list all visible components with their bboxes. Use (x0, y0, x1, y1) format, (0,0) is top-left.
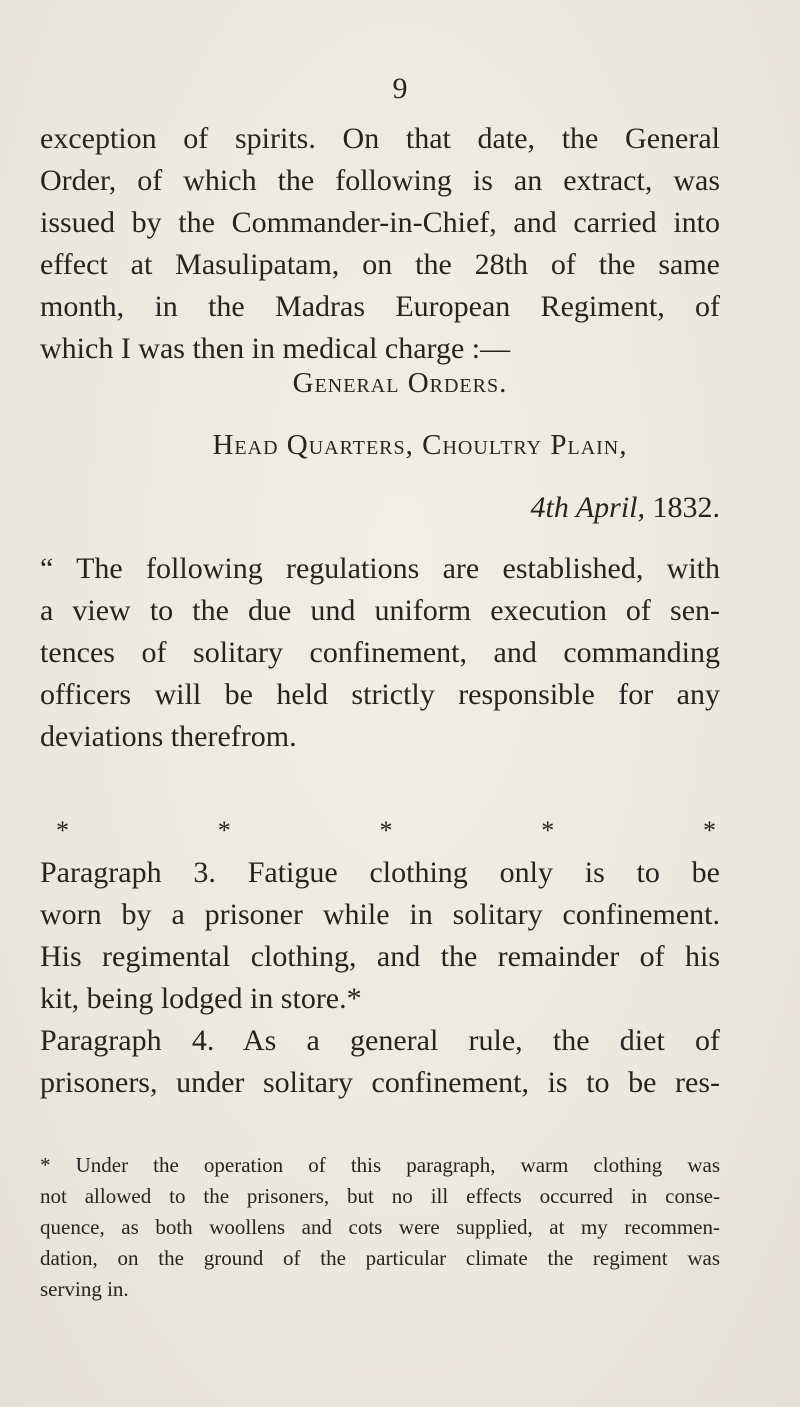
star-mark: * (541, 816, 555, 845)
order-date (531, 490, 720, 526)
footnote-line: dation, on the ground of the particular climate the regiment was (40, 1246, 720, 1270)
text-line: Paragraph 3. Fatigue clothing only is to be (40, 856, 720, 889)
text-line: kit, being lodged in store.* (40, 982, 362, 1015)
text-line: effect at Masulipatam, on the 28th of the same (40, 248, 720, 281)
footnote-line: * Under the operation of this paragraph, warm clothing was (40, 1153, 720, 1177)
star-mark: * (217, 816, 231, 845)
footnote-line: not allowed to the prisoners, but no ill effects occurred in conse- (40, 1184, 720, 1208)
date-day-month: 4th April, (530, 491, 645, 524)
text-line: tences of solitary confinement, and commanding (40, 636, 720, 669)
intro-paragraph (40, 118, 720, 370)
head-quarters-heading: Head Quarters, Choultry Plain, (212, 429, 628, 461)
quote-paragraph (40, 548, 720, 758)
text-line: a view to the due und uniform execution of sen- (40, 594, 720, 627)
text-line: prisoners, under solitary confinement, is to be res- (40, 1066, 720, 1099)
footnote (40, 1150, 720, 1305)
footnote-line: quence, as both woollens and cots were supplied, at my recommen- (40, 1215, 720, 1239)
footnote-line: serving in. (40, 1277, 129, 1301)
text-line: month, in the Madras European Regiment, of (40, 290, 720, 323)
general-orders-heading: General Orders. (292, 367, 508, 399)
text-line: Paragraph 4. As a general rule, the diet of (40, 1024, 720, 1057)
text-line: “ The following regulations are established, with (40, 552, 720, 585)
star-mark: * (379, 816, 393, 845)
paragraph-3 (40, 852, 720, 1020)
text-line: issued by the Commander-in-Chief, and carried into (40, 206, 720, 239)
page-number: 9 (392, 72, 408, 105)
text-line: exception of spirits. On that date, the General (40, 122, 720, 155)
text-line: officers will be held strictly responsible for any (40, 678, 720, 711)
text-line: His regimental clothing, and the remainder of his (40, 940, 720, 973)
star-mark: * (703, 816, 716, 845)
text-line: deviations therefrom. (40, 720, 297, 753)
date-year: 1832. (652, 491, 720, 524)
star-mark: * (56, 816, 69, 845)
ellipsis-stars (56, 818, 716, 844)
paragraph-4 (40, 1020, 720, 1104)
text-line: which I was then in medical charge :— (40, 332, 511, 365)
text-line: Order, of which the following is an extract, was (40, 164, 720, 197)
text-line: worn by a prisoner while in solitary confinement. (40, 898, 720, 931)
